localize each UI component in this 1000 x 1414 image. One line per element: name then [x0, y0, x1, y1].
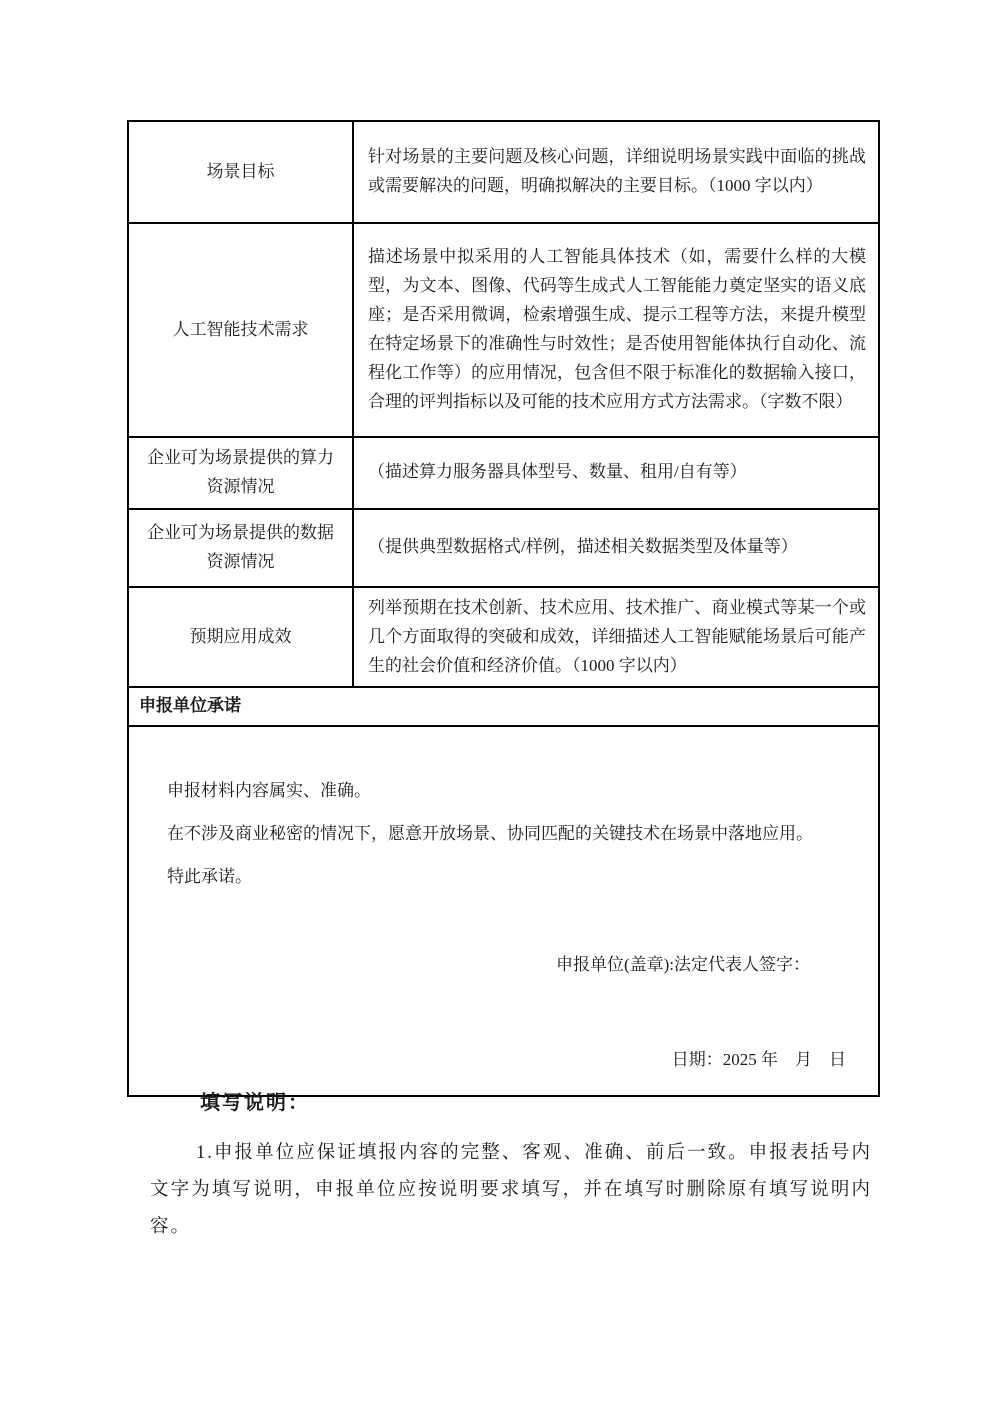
instructions-paragraph: 1.申报单位应保证填报内容的完整、客观、准确、前后一致。申报表括号内文字为填写说明，申报单位应按说明要求填写，并在填写时删除原有填写说明内容。: [150, 1143, 872, 1237]
promise-line-3: 特此承诺。: [167, 866, 252, 886]
row-content-scene-goal: 针对场景的主要问题及核心问题，详细说明场景实践中面临的挑战或需要解决的问题，明确拟解决的主要目标。（1000 字以内）: [353, 121, 879, 223]
row-content-compute-resources: （描述算力服务器具体型号、数量、租用/自有等）: [353, 437, 879, 509]
row-label-scene-goal: 场景目标: [128, 121, 353, 223]
row-label-compute-resources: 企业可为场景提供的算力资源情况: [128, 437, 353, 509]
promise-body-cell: [128, 726, 879, 1096]
instructions-heading: 填写说明：: [200, 1092, 310, 1114]
promise-line-1: 申报材料内容属实、准确。: [167, 781, 371, 801]
date-line: 日期：2025 年 月 日: [671, 1050, 846, 1070]
table-row-ai-tech-requirements: [128, 223, 879, 437]
table-row-compute-resources: [128, 437, 879, 509]
application-form-table: [127, 120, 880, 1097]
table-row-promise-body: [128, 726, 879, 1096]
row-content-data-resources: （提供典型数据格式/样例，描述相关数据类型及体量等）: [353, 509, 879, 587]
table-row-data-resources: [128, 509, 879, 587]
table-row-expected-outcomes: [128, 587, 879, 688]
table-row-scene-goal: [128, 121, 879, 223]
promise-header-label: 申报单位承诺: [128, 687, 879, 726]
row-label-data-resources: 企业可为场景提供的数据资源情况: [128, 509, 353, 587]
table-row-promise-header: [128, 687, 879, 726]
signature-line: 申报单位(盖章):法定代表人签字：: [555, 955, 810, 975]
row-label-expected-outcomes: 预期应用成效: [128, 587, 353, 688]
row-content-ai-tech-requirements: 描述场景中拟采用的人工智能具体技术（如，需要什么样的大模型，为文本、图像、代码等生成式人工智能能力奠定坚实的语义底座；是否采用微调，检索增强生成、提示工程等方法，来提升模型在特定场景下的准确性与时效性；是否使用智能体执行自动化、流程化工作等）的应用情况，包含但不限于标准化的数据输入接口，合理的评判指标以及可能的技术应用方式方法需求。（字数不限）: [353, 223, 879, 437]
promise-line-2: 在不涉及商业秘密的情况下，愿意开放场景、协同匹配的关键技术在场景中落地应用。: [167, 823, 813, 843]
fill-in-instructions: [150, 1086, 872, 1246]
row-content-expected-outcomes: 列举预期在技术创新、技术应用、技术推广、商业模式等某一个或几个方面取得的突破和成效，详细描述人工智能赋能场景后可能产生的社会价值和经济价值。（1000 字以内）: [353, 587, 879, 688]
row-label-ai-tech-requirements: 人工智能技术需求: [128, 223, 353, 437]
